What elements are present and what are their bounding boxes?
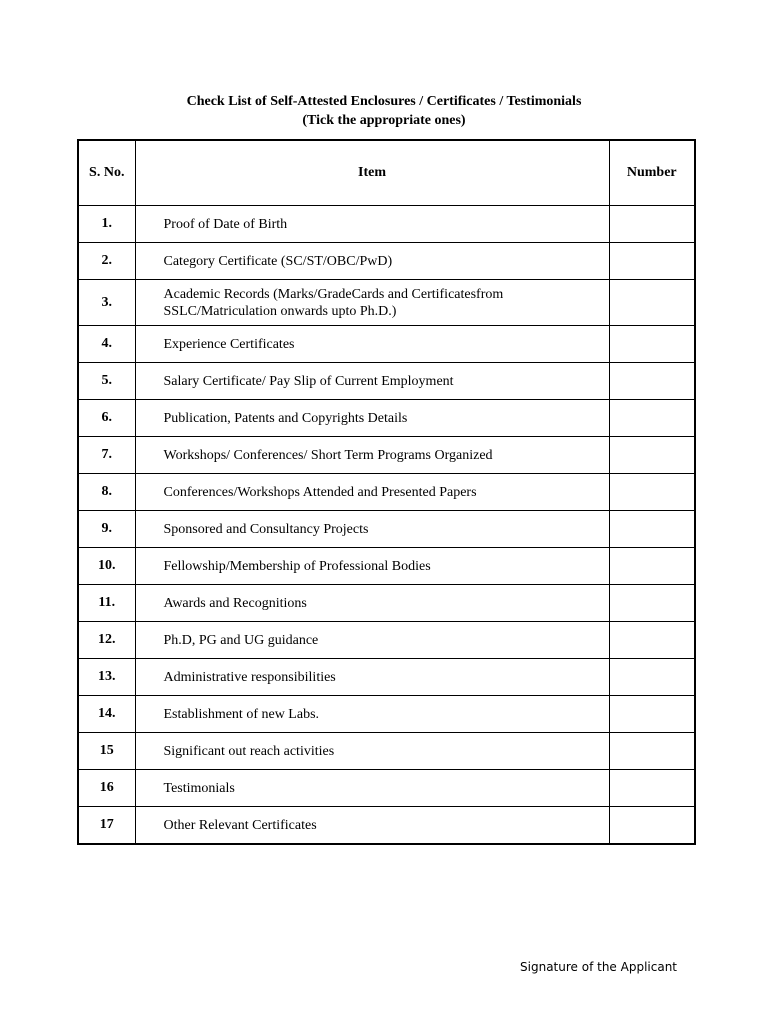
row-number-cell[interactable] [609,807,695,845]
table-row [78,585,695,622]
table-row [78,511,695,548]
table-row [78,733,695,770]
table-row [78,326,695,363]
row-number-cell[interactable] [609,696,695,733]
table-row [78,807,695,845]
table-row [78,206,695,243]
row-sno: 4. [78,326,135,363]
row-sno: 17 [78,807,135,845]
table-row [78,696,695,733]
row-sno: 12. [78,622,135,659]
row-sno: 2. [78,243,135,280]
row-item-line: Academic Records (Marks/GradeCards and Certificatesfrom [163,286,504,302]
row-item: Conferences/Workshops Attended and Presented Papers [135,474,609,511]
row-item: Proof of Date of Birth [135,206,609,243]
row-item: Significant out reach activities [135,733,609,770]
row-sno: 16 [78,770,135,807]
table-row [78,400,695,437]
row-sno: 5. [78,363,135,400]
row-item: Fellowship/Membership of Professional Bodies [135,548,609,585]
row-item: Salary Certificate/ Pay Slip of Current Employment [135,363,609,400]
row-number-cell[interactable] [609,400,695,437]
row-sno: 9. [78,511,135,548]
row-sno: 3. [78,280,135,326]
row-item: Sponsored and Consultancy Projects [135,511,609,548]
table-row [78,363,695,400]
row-number-cell[interactable] [609,511,695,548]
row-item: Publication, Patents and Copyrights Details [135,400,609,437]
row-number-cell[interactable] [609,659,695,696]
row-number-cell[interactable] [609,733,695,770]
row-item: Other Relevant Certificates [135,807,609,845]
signature-label: Signature of the Applicant [520,960,677,974]
row-item: Establishment of new Labs. [135,696,609,733]
table-row [78,474,695,511]
row-sno: 8. [78,474,135,511]
row-sno: 10. [78,548,135,585]
header-item: Item [135,140,609,206]
document-subtitle: (Tick the appropriate ones) [302,113,466,128]
row-sno: 13. [78,659,135,696]
row-number-cell[interactable] [609,437,695,474]
row-item: Testimonials [135,770,609,807]
row-number-cell[interactable] [609,243,695,280]
row-number-cell[interactable] [609,326,695,363]
row-item: Administrative responsibilities [135,659,609,696]
table-header-row [78,140,695,206]
row-number-cell[interactable] [609,770,695,807]
document-title: Check List of Self-Attested Enclosures / Certificates / Testimonials [186,94,582,109]
checklist-table [77,139,696,845]
row-item: Awards and Recognitions [135,585,609,622]
row-number-cell[interactable] [609,280,695,326]
row-number-cell[interactable] [609,585,695,622]
row-item: Ph.D, PG and UG guidance [135,622,609,659]
row-number-cell[interactable] [609,363,695,400]
row-item: Experience Certificates [135,326,609,363]
table-row [78,770,695,807]
row-number-cell[interactable] [609,548,695,585]
row-number-cell[interactable] [609,622,695,659]
table-row [78,659,695,696]
row-item: Workshops/ Conferences/ Short Term Programs Organized [135,437,609,474]
row-sno: 14. [78,696,135,733]
row-sno: 1. [78,206,135,243]
row-sno: 6. [78,400,135,437]
row-number-cell[interactable] [609,206,695,243]
header-sno: S. No. [78,140,135,206]
row-item-line: SSLC/Matriculation onwards upto Ph.D.) [163,303,397,319]
table-row [78,622,695,659]
row-number-cell[interactable] [609,474,695,511]
row-sno: 15 [78,733,135,770]
table-row [78,437,695,474]
row-item: Category Certificate (SC/ST/OBC/PwD) [135,243,609,280]
table-row [78,548,695,585]
document-header [0,92,768,130]
row-sno: 7. [78,437,135,474]
table-row [78,243,695,280]
row-sno: 11. [78,585,135,622]
table-row [78,280,695,326]
row-item [135,280,609,326]
header-number: Number [609,140,695,206]
